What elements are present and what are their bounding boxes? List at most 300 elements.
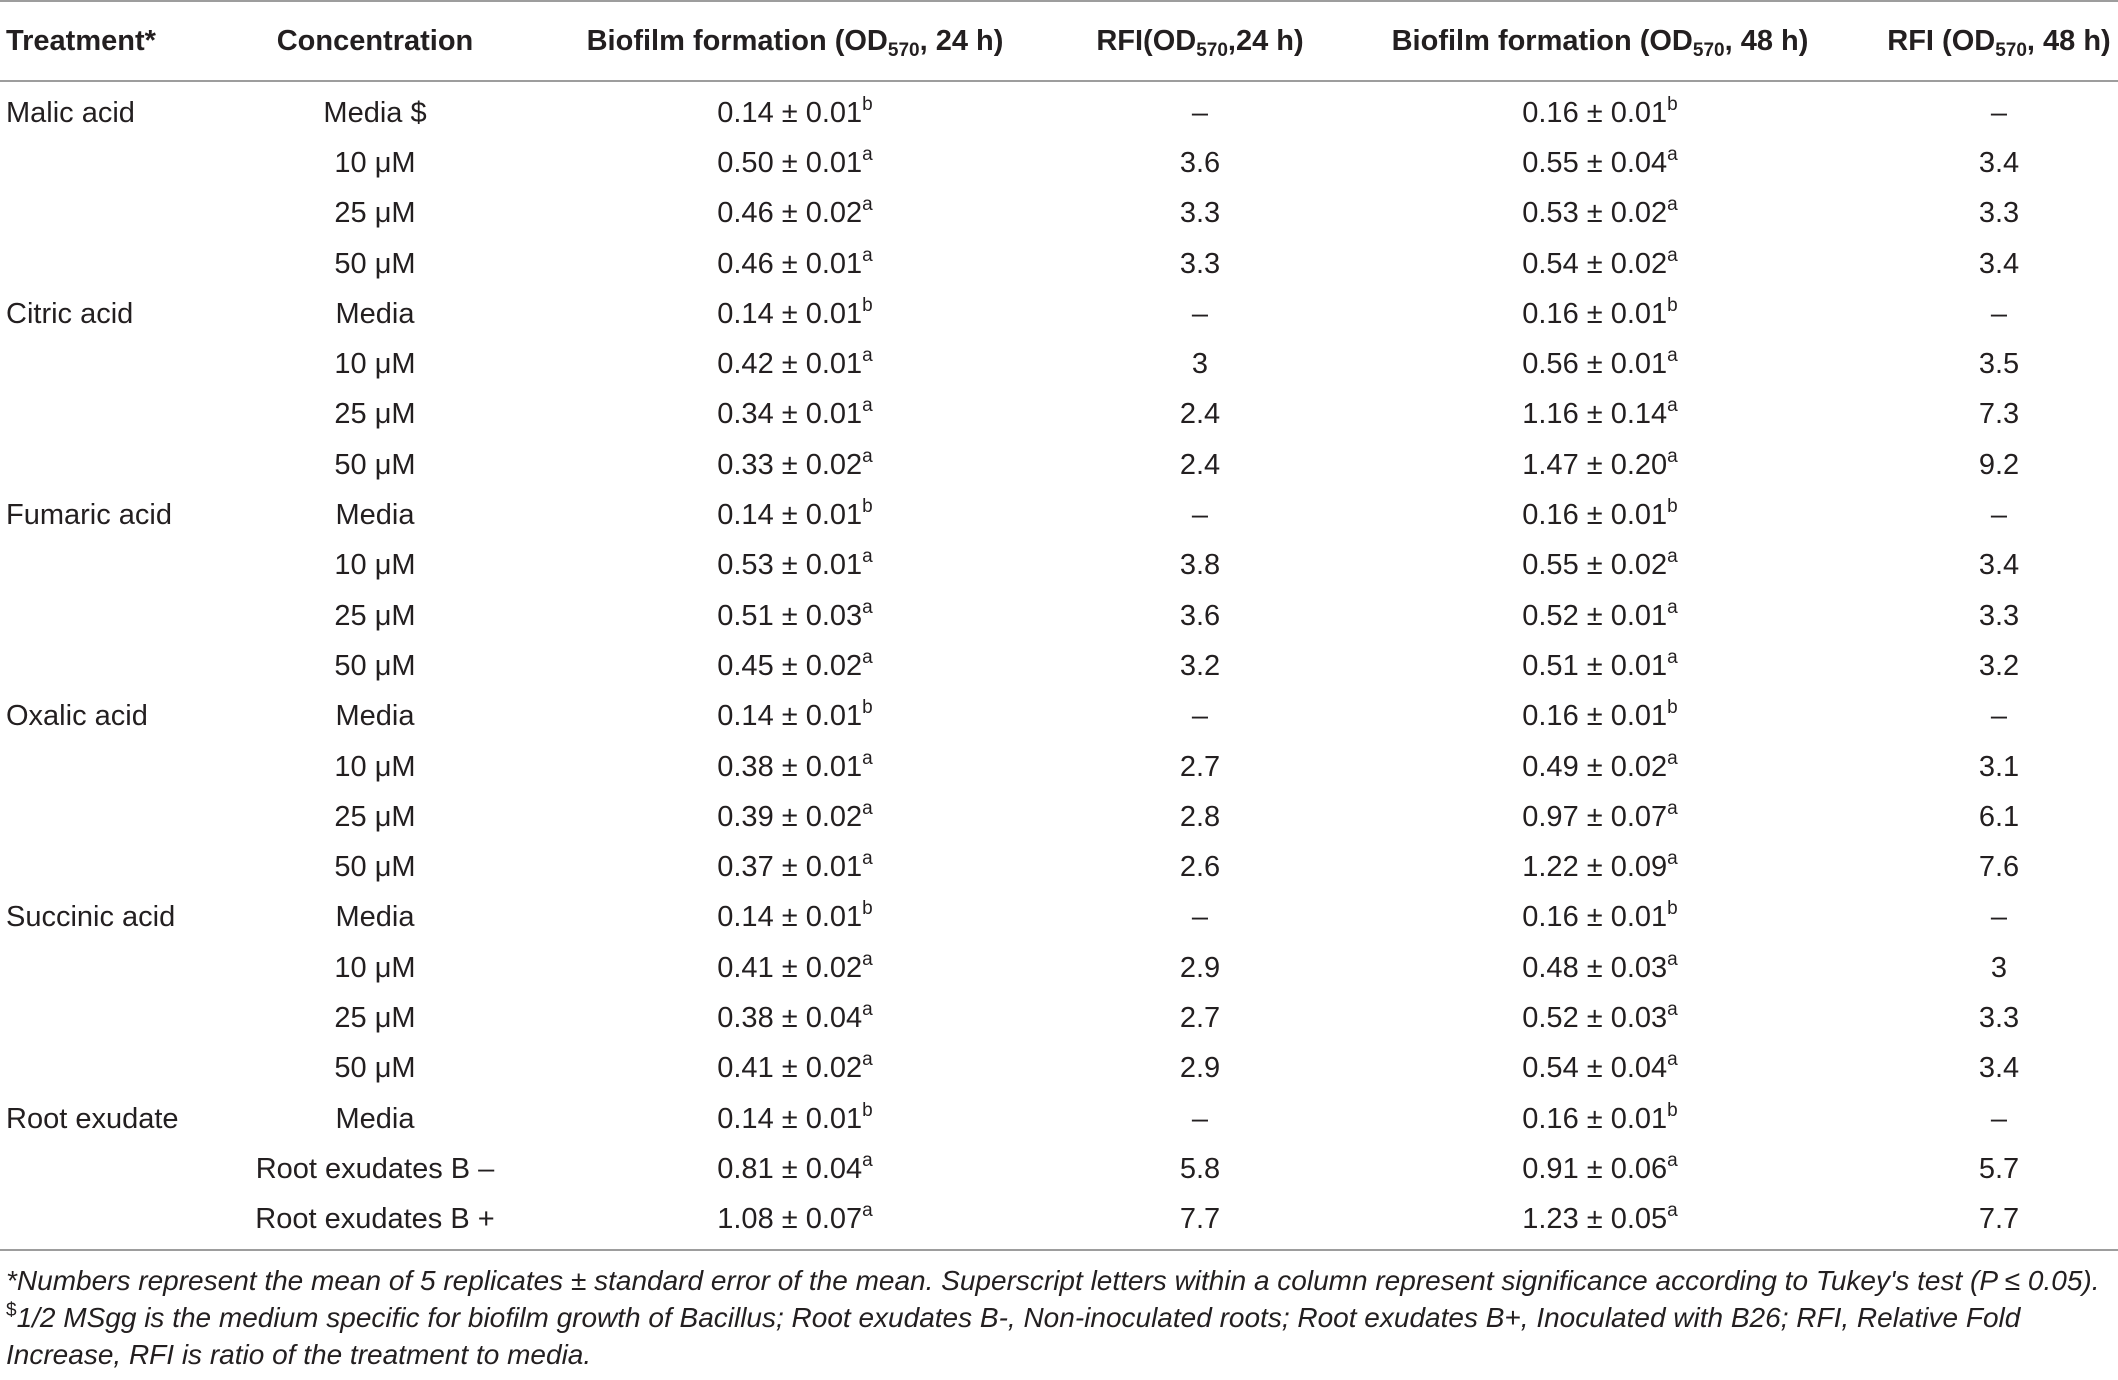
cell-text: – bbox=[1990, 700, 2008, 733]
cell-text: 0.53 ± 0.02 bbox=[1522, 197, 1668, 230]
cell-treatment bbox=[0, 842, 240, 892]
significance-letter: a bbox=[862, 1200, 873, 1222]
significance-letter: a bbox=[1667, 747, 1678, 769]
significance-letter: a bbox=[862, 998, 873, 1020]
cell-rfi-24h bbox=[1080, 591, 1320, 641]
cell-biofilm-48h bbox=[1320, 289, 1880, 339]
cell-text: 0.51 ± 0.01 bbox=[1522, 649, 1668, 682]
cell-rfi-48h bbox=[1880, 339, 2118, 389]
cell-rfi-24h bbox=[1080, 742, 1320, 792]
cell-treatment bbox=[0, 641, 240, 691]
table-row bbox=[0, 490, 2118, 540]
significance-letter: a bbox=[1667, 1149, 1678, 1171]
cell-rfi-24h bbox=[1080, 440, 1320, 490]
cell-rfi-48h bbox=[1880, 289, 2118, 339]
significance-letter: a bbox=[862, 596, 873, 618]
cell-biofilm-48h bbox=[1320, 943, 1880, 993]
cell-text: Root exudate bbox=[6, 1102, 179, 1135]
cell-text: 3.5 bbox=[1978, 348, 2020, 381]
significance-letter: a bbox=[1667, 445, 1678, 467]
cell-text: 0.52 ± 0.01 bbox=[1522, 599, 1668, 632]
cell-text: 2.4 bbox=[1179, 448, 1221, 481]
significance-letter: a bbox=[862, 546, 873, 568]
cell-treatment bbox=[0, 239, 240, 289]
cell-rfi-24h bbox=[1080, 239, 1320, 289]
cell-text: – bbox=[1191, 96, 1209, 129]
cell-text: 1.16 ± 0.14 bbox=[1522, 398, 1668, 431]
cell-text: 10 μM bbox=[334, 146, 416, 179]
cell-text: 0.14 ± 0.01 bbox=[717, 297, 863, 330]
cell-concentration bbox=[240, 993, 510, 1043]
significance-letter: a bbox=[1667, 797, 1678, 819]
cell-text: 0.34 ± 0.01 bbox=[717, 398, 863, 431]
cell-text: 50 μM bbox=[334, 851, 416, 884]
table-row bbox=[0, 541, 2118, 591]
cell-text: 3.4 bbox=[1978, 247, 2020, 280]
significance-letter: b bbox=[1667, 496, 1678, 518]
cell-biofilm-48h bbox=[1320, 1195, 1880, 1250]
significance-letter: b bbox=[1667, 294, 1678, 316]
cell-text: Oxalic acid bbox=[6, 700, 148, 733]
cell-biofilm-48h bbox=[1320, 591, 1880, 641]
header-concentration: Concentration bbox=[240, 1, 510, 81]
cell-biofilm-24h bbox=[510, 893, 1080, 943]
table-row bbox=[0, 943, 2118, 993]
cell-biofilm-48h bbox=[1320, 390, 1880, 440]
table-row bbox=[0, 239, 2118, 289]
cell-concentration bbox=[240, 1195, 510, 1250]
significance-letter: b bbox=[862, 496, 873, 518]
cell-treatment bbox=[0, 943, 240, 993]
cell-biofilm-48h bbox=[1320, 490, 1880, 540]
cell-text: 7.7 bbox=[1179, 1203, 1221, 1236]
cell-text: 0.16 ± 0.01 bbox=[1522, 700, 1668, 733]
significance-letter: a bbox=[862, 646, 873, 668]
significance-letter: a bbox=[862, 1149, 873, 1171]
cell-biofilm-48h bbox=[1320, 792, 1880, 842]
table-row bbox=[0, 440, 2118, 490]
significance-letter: b bbox=[862, 1099, 873, 1121]
cell-treatment bbox=[0, 1144, 240, 1194]
cell-text: 50 μM bbox=[334, 649, 416, 682]
cell-text: 3.4 bbox=[1978, 1052, 2020, 1085]
cell-text: 3 bbox=[1191, 348, 1209, 381]
significance-letter: b bbox=[862, 898, 873, 920]
cell-text: 10 μM bbox=[334, 750, 416, 783]
significance-letter: a bbox=[1667, 244, 1678, 266]
cell-text: 2.6 bbox=[1179, 851, 1221, 884]
cell-text: 10 μM bbox=[334, 951, 416, 984]
cell-biofilm-48h bbox=[1320, 339, 1880, 389]
cell-text: – bbox=[1191, 297, 1209, 330]
table-row bbox=[0, 1144, 2118, 1194]
cell-biofilm-48h bbox=[1320, 138, 1880, 188]
significance-letter: a bbox=[1667, 1200, 1678, 1222]
cell-text: 5.8 bbox=[1179, 1152, 1221, 1185]
cell-text: Citric acid bbox=[6, 297, 134, 330]
cell-text: 3.6 bbox=[1179, 146, 1221, 179]
cell-text: 2.8 bbox=[1179, 800, 1221, 833]
cell-text: 0.14 ± 0.01 bbox=[717, 1102, 863, 1135]
significance-letter: b bbox=[1667, 697, 1678, 719]
cell-text: 0.16 ± 0.01 bbox=[1522, 901, 1668, 934]
cell-concentration bbox=[240, 943, 510, 993]
cell-text: 1.23 ± 0.05 bbox=[1522, 1203, 1668, 1236]
cell-text: 1.47 ± 0.20 bbox=[1522, 448, 1668, 481]
header-biofilm-24h: Biofilm formation ($OD_{570}$, 24 h) bbox=[510, 1, 1080, 81]
table-row bbox=[0, 692, 2118, 742]
cell-text: 10 μM bbox=[334, 348, 416, 381]
table-row bbox=[0, 138, 2118, 188]
cell-text: 6.1 bbox=[1978, 800, 2020, 833]
cell-text: 0.52 ± 0.03 bbox=[1522, 1001, 1668, 1034]
cell-treatment bbox=[0, 591, 240, 641]
cell-rfi-24h bbox=[1080, 189, 1320, 239]
cell-text: 0.51 ± 0.03 bbox=[717, 599, 863, 632]
cell-biofilm-48h bbox=[1320, 541, 1880, 591]
cell-rfi-48h bbox=[1880, 1094, 2118, 1144]
cell-text: 3.3 bbox=[1978, 599, 2020, 632]
cell-concentration bbox=[240, 1094, 510, 1144]
cell-text: 0.50 ± 0.01 bbox=[717, 146, 863, 179]
cell-text: Succinic acid bbox=[6, 901, 176, 934]
cell-biofilm-48h bbox=[1320, 1144, 1880, 1194]
cell-biofilm-24h bbox=[510, 490, 1080, 540]
significance-letter: a bbox=[862, 143, 873, 165]
cell-text: 2.9 bbox=[1179, 951, 1221, 984]
cell-text: 0.39 ± 0.02 bbox=[717, 800, 863, 833]
cell-text: 2.4 bbox=[1179, 398, 1221, 431]
cell-rfi-48h bbox=[1880, 742, 2118, 792]
cell-text: 3.3 bbox=[1179, 247, 1221, 280]
cell-text: 0.81 ± 0.04 bbox=[717, 1152, 863, 1185]
significance-letter: a bbox=[1667, 596, 1678, 618]
cell-text: 3.8 bbox=[1179, 549, 1221, 582]
cell-rfi-48h bbox=[1880, 440, 2118, 490]
cell-biofilm-24h bbox=[510, 1094, 1080, 1144]
cell-text: 3.3 bbox=[1978, 197, 2020, 230]
cell-biofilm-24h bbox=[510, 591, 1080, 641]
cell-treatment bbox=[0, 1044, 240, 1094]
cell-rfi-24h bbox=[1080, 541, 1320, 591]
cell-concentration bbox=[240, 591, 510, 641]
cell-rfi-24h bbox=[1080, 943, 1320, 993]
cell-treatment bbox=[0, 490, 240, 540]
footnote-medium-text: 1/2 MSgg is the medium specific for biofilm growth of Bacillus; Root exudates B-, Non-inoculated roots; Root exudates B+, Inoculated with B26; RFI, Relative Fold Increase, RFI is ratio of the treatment to media. bbox=[6, 1302, 2021, 1370]
cell-text: – bbox=[1990, 499, 2008, 532]
cell-text: 3.6 bbox=[1179, 599, 1221, 632]
cell-text: 0.14 ± 0.01 bbox=[717, 700, 863, 733]
cell-biofilm-48h bbox=[1320, 641, 1880, 691]
cell-text: 2.7 bbox=[1179, 750, 1221, 783]
table-row bbox=[0, 993, 2118, 1043]
cell-text: 0.14 ± 0.01 bbox=[717, 96, 863, 129]
cell-biofilm-24h bbox=[510, 692, 1080, 742]
significance-letter: b bbox=[862, 294, 873, 316]
significance-letter: a bbox=[1667, 948, 1678, 970]
cell-biofilm-48h bbox=[1320, 742, 1880, 792]
cell-rfi-24h bbox=[1080, 993, 1320, 1043]
cell-rfi-48h bbox=[1880, 943, 2118, 993]
cell-text: 50 μM bbox=[334, 247, 416, 280]
significance-letter: a bbox=[1667, 998, 1678, 1020]
cell-concentration bbox=[240, 239, 510, 289]
significance-letter: a bbox=[862, 797, 873, 819]
table-row bbox=[0, 842, 2118, 892]
cell-treatment bbox=[0, 893, 240, 943]
significance-letter: a bbox=[862, 345, 873, 367]
cell-biofilm-24h bbox=[510, 239, 1080, 289]
cell-text: 0.55 ± 0.02 bbox=[1522, 549, 1668, 582]
table-row bbox=[0, 289, 2118, 339]
cell-text: 25 μM bbox=[334, 800, 416, 833]
cell-text: 2.7 bbox=[1179, 1001, 1221, 1034]
cell-text: 0.48 ± 0.03 bbox=[1522, 951, 1668, 984]
cell-text: – bbox=[1191, 499, 1209, 532]
cell-rfi-48h bbox=[1880, 490, 2118, 540]
table-row bbox=[0, 1094, 2118, 1144]
cell-rfi-48h bbox=[1880, 1144, 2118, 1194]
cell-text: Media bbox=[335, 901, 415, 934]
significance-letter: b bbox=[1667, 93, 1678, 115]
cell-text: 7.7 bbox=[1978, 1203, 2020, 1236]
cell-concentration bbox=[240, 692, 510, 742]
cell-concentration bbox=[240, 289, 510, 339]
cell-text: 3.4 bbox=[1978, 549, 2020, 582]
cell-text: – bbox=[1191, 1102, 1209, 1135]
cell-concentration bbox=[240, 440, 510, 490]
significance-letter: a bbox=[1667, 345, 1678, 367]
table-row bbox=[0, 792, 2118, 842]
cell-rfi-24h bbox=[1080, 641, 1320, 691]
cell-text: 0.49 ± 0.02 bbox=[1522, 750, 1668, 783]
cell-treatment bbox=[0, 541, 240, 591]
cell-rfi-48h bbox=[1880, 189, 2118, 239]
cell-text: 0.46 ± 0.01 bbox=[717, 247, 863, 280]
significance-letter: b bbox=[1667, 898, 1678, 920]
cell-text: 0.53 ± 0.01 bbox=[717, 549, 863, 582]
table-row bbox=[0, 591, 2118, 641]
cell-text: 0.14 ± 0.01 bbox=[717, 499, 863, 532]
cell-rfi-24h bbox=[1080, 842, 1320, 892]
cell-biofilm-24h bbox=[510, 742, 1080, 792]
cell-text: 25 μM bbox=[334, 1001, 416, 1034]
cell-concentration bbox=[240, 138, 510, 188]
cell-text: Root exudates B + bbox=[255, 1203, 495, 1236]
cell-text: 0.37 ± 0.01 bbox=[717, 851, 863, 884]
cell-text: 0.41 ± 0.02 bbox=[717, 951, 863, 984]
cell-biofilm-24h bbox=[510, 390, 1080, 440]
cell-text: 0.91 ± 0.06 bbox=[1522, 1152, 1668, 1185]
cell-biofilm-24h bbox=[510, 289, 1080, 339]
cell-text: Root exudates B – bbox=[255, 1152, 495, 1185]
cell-text: 0.33 ± 0.02 bbox=[717, 448, 863, 481]
cell-text: 0.45 ± 0.02 bbox=[717, 649, 863, 682]
cell-rfi-24h bbox=[1080, 1044, 1320, 1094]
cell-concentration bbox=[240, 541, 510, 591]
cell-text: – bbox=[1191, 700, 1209, 733]
cell-biofilm-24h bbox=[510, 641, 1080, 691]
cell-text: 3.4 bbox=[1978, 146, 2020, 179]
header-rfi-48h: RFI ($OD_{570}$, 48 h) bbox=[1880, 1, 2118, 81]
cell-text: 0.16 ± 0.01 bbox=[1522, 1102, 1668, 1135]
significance-letter: a bbox=[862, 1049, 873, 1071]
cell-rfi-24h bbox=[1080, 1094, 1320, 1144]
cell-text: 0.46 ± 0.02 bbox=[717, 197, 863, 230]
cell-text: 50 μM bbox=[334, 1052, 416, 1085]
cell-text: 0.41 ± 0.02 bbox=[717, 1052, 863, 1085]
cell-biofilm-24h bbox=[510, 138, 1080, 188]
cell-biofilm-24h bbox=[510, 189, 1080, 239]
cell-text: Media bbox=[335, 499, 415, 532]
cell-rfi-24h bbox=[1080, 1195, 1320, 1250]
cell-biofilm-48h bbox=[1320, 440, 1880, 490]
cell-text: 3.1 bbox=[1978, 750, 2020, 783]
cell-text: Media bbox=[335, 1102, 415, 1135]
cell-text: 3.3 bbox=[1978, 1001, 2020, 1034]
significance-letter: a bbox=[862, 445, 873, 467]
cell-text: – bbox=[1990, 297, 2008, 330]
significance-letter: a bbox=[1667, 143, 1678, 165]
cell-text: 0.54 ± 0.04 bbox=[1522, 1052, 1668, 1085]
cell-text: 0.54 ± 0.02 bbox=[1522, 247, 1668, 280]
cell-concentration bbox=[240, 792, 510, 842]
cell-treatment bbox=[0, 390, 240, 440]
cell-biofilm-48h bbox=[1320, 81, 1880, 138]
cell-biofilm-24h bbox=[510, 541, 1080, 591]
cell-biofilm-24h bbox=[510, 792, 1080, 842]
cell-text: – bbox=[1990, 1102, 2008, 1135]
cell-text: 3.2 bbox=[1978, 649, 2020, 682]
cell-concentration bbox=[240, 842, 510, 892]
cell-text: Media $ bbox=[323, 96, 427, 129]
cell-treatment bbox=[0, 692, 240, 742]
table-row bbox=[0, 1044, 2118, 1094]
footnote-mean: *Numbers represent the mean of 5 replicates ± standard error of the mean. Superscript letters within a column represent significance according to Tukey's test (P ≤ 0.05). bbox=[6, 1265, 2100, 1296]
cell-treatment bbox=[0, 1094, 240, 1144]
significance-letter: a bbox=[862, 395, 873, 417]
header-rfi-24h: $RFI(OD_{570},24$ h) bbox=[1080, 1, 1320, 81]
cell-treatment bbox=[0, 1195, 240, 1250]
cell-treatment bbox=[0, 440, 240, 490]
cell-text: 0.14 ± 0.01 bbox=[717, 901, 863, 934]
cell-text: 0.97 ± 0.07 bbox=[1522, 800, 1668, 833]
cell-rfi-48h bbox=[1880, 641, 2118, 691]
header-row bbox=[0, 1, 2118, 81]
significance-letter: a bbox=[1667, 395, 1678, 417]
table-row bbox=[0, 1195, 2118, 1250]
significance-letter: a bbox=[862, 194, 873, 216]
cell-rfi-48h bbox=[1880, 239, 2118, 289]
cell-biofilm-24h bbox=[510, 81, 1080, 138]
significance-letter: b bbox=[1667, 1099, 1678, 1121]
cell-text: 0.16 ± 0.01 bbox=[1522, 499, 1668, 532]
cell-concentration bbox=[240, 1044, 510, 1094]
cell-biofilm-24h bbox=[510, 943, 1080, 993]
cell-rfi-48h bbox=[1880, 1044, 2118, 1094]
cell-text: 3.3 bbox=[1179, 197, 1221, 230]
header-biofilm-48h: Biofilm formation ($OD_{570}$, 48 h) bbox=[1320, 1, 1880, 81]
cell-text: Malic acid bbox=[6, 96, 135, 129]
significance-letter: b bbox=[862, 93, 873, 115]
cell-rfi-48h bbox=[1880, 541, 2118, 591]
significance-letter: a bbox=[1667, 194, 1678, 216]
cell-text: 1.08 ± 0.07 bbox=[717, 1203, 863, 1236]
table-row bbox=[0, 641, 2118, 691]
table-row bbox=[0, 189, 2118, 239]
cell-rfi-48h bbox=[1880, 390, 2118, 440]
cell-treatment bbox=[0, 81, 240, 138]
cell-rfi-24h bbox=[1080, 138, 1320, 188]
cell-text: 0.42 ± 0.01 bbox=[717, 348, 863, 381]
cell-concentration bbox=[240, 893, 510, 943]
cell-biofilm-48h bbox=[1320, 1094, 1880, 1144]
table-row bbox=[0, 742, 2118, 792]
cell-text: 0.55 ± 0.04 bbox=[1522, 146, 1668, 179]
cell-text: – bbox=[1990, 901, 2008, 934]
cell-rfi-24h bbox=[1080, 390, 1320, 440]
cell-rfi-48h bbox=[1880, 842, 2118, 892]
cell-rfi-24h bbox=[1080, 893, 1320, 943]
table-row bbox=[0, 390, 2118, 440]
cell-text: 5.7 bbox=[1978, 1152, 2020, 1185]
cell-biofilm-48h bbox=[1320, 239, 1880, 289]
cell-biofilm-24h bbox=[510, 339, 1080, 389]
significance-letter: a bbox=[1667, 646, 1678, 668]
cell-text: 3.2 bbox=[1179, 649, 1221, 682]
cell-treatment bbox=[0, 289, 240, 339]
cell-rfi-24h bbox=[1080, 490, 1320, 540]
footnote-mark: $ bbox=[6, 1300, 17, 1321]
significance-letter: a bbox=[1667, 1049, 1678, 1071]
cell-treatment bbox=[0, 993, 240, 1043]
cell-rfi-24h bbox=[1080, 289, 1320, 339]
cell-concentration bbox=[240, 390, 510, 440]
table-footnotes bbox=[6, 1262, 2110, 1373]
cell-biofilm-24h bbox=[510, 993, 1080, 1043]
cell-text: 7.6 bbox=[1978, 851, 2020, 884]
cell-rfi-24h bbox=[1080, 339, 1320, 389]
cell-rfi-48h bbox=[1880, 792, 2118, 842]
cell-text: 50 μM bbox=[334, 448, 416, 481]
cell-rfi-24h bbox=[1080, 692, 1320, 742]
cell-treatment bbox=[0, 189, 240, 239]
cell-biofilm-48h bbox=[1320, 692, 1880, 742]
cell-concentration bbox=[240, 189, 510, 239]
cell-rfi-48h bbox=[1880, 1195, 2118, 1250]
cell-concentration bbox=[240, 490, 510, 540]
cell-biofilm-24h bbox=[510, 842, 1080, 892]
cell-rfi-24h bbox=[1080, 792, 1320, 842]
cell-text: 1.22 ± 0.09 bbox=[1522, 851, 1668, 884]
cell-text: – bbox=[1990, 96, 2008, 129]
cell-text: 9.2 bbox=[1978, 448, 2020, 481]
cell-text: 3 bbox=[1990, 951, 2008, 984]
cell-concentration bbox=[240, 1144, 510, 1194]
cell-biofilm-48h bbox=[1320, 842, 1880, 892]
cell-concentration bbox=[240, 742, 510, 792]
cell-text: 25 μM bbox=[334, 599, 416, 632]
table-body bbox=[0, 81, 2118, 1250]
cell-text: 25 μM bbox=[334, 398, 416, 431]
cell-rfi-48h bbox=[1880, 138, 2118, 188]
significance-letter: a bbox=[862, 948, 873, 970]
cell-concentration bbox=[240, 641, 510, 691]
cell-text: 0.38 ± 0.04 bbox=[717, 1001, 863, 1034]
cell-biofilm-24h bbox=[510, 440, 1080, 490]
cell-text: 10 μM bbox=[334, 549, 416, 582]
cell-rfi-48h bbox=[1880, 893, 2118, 943]
